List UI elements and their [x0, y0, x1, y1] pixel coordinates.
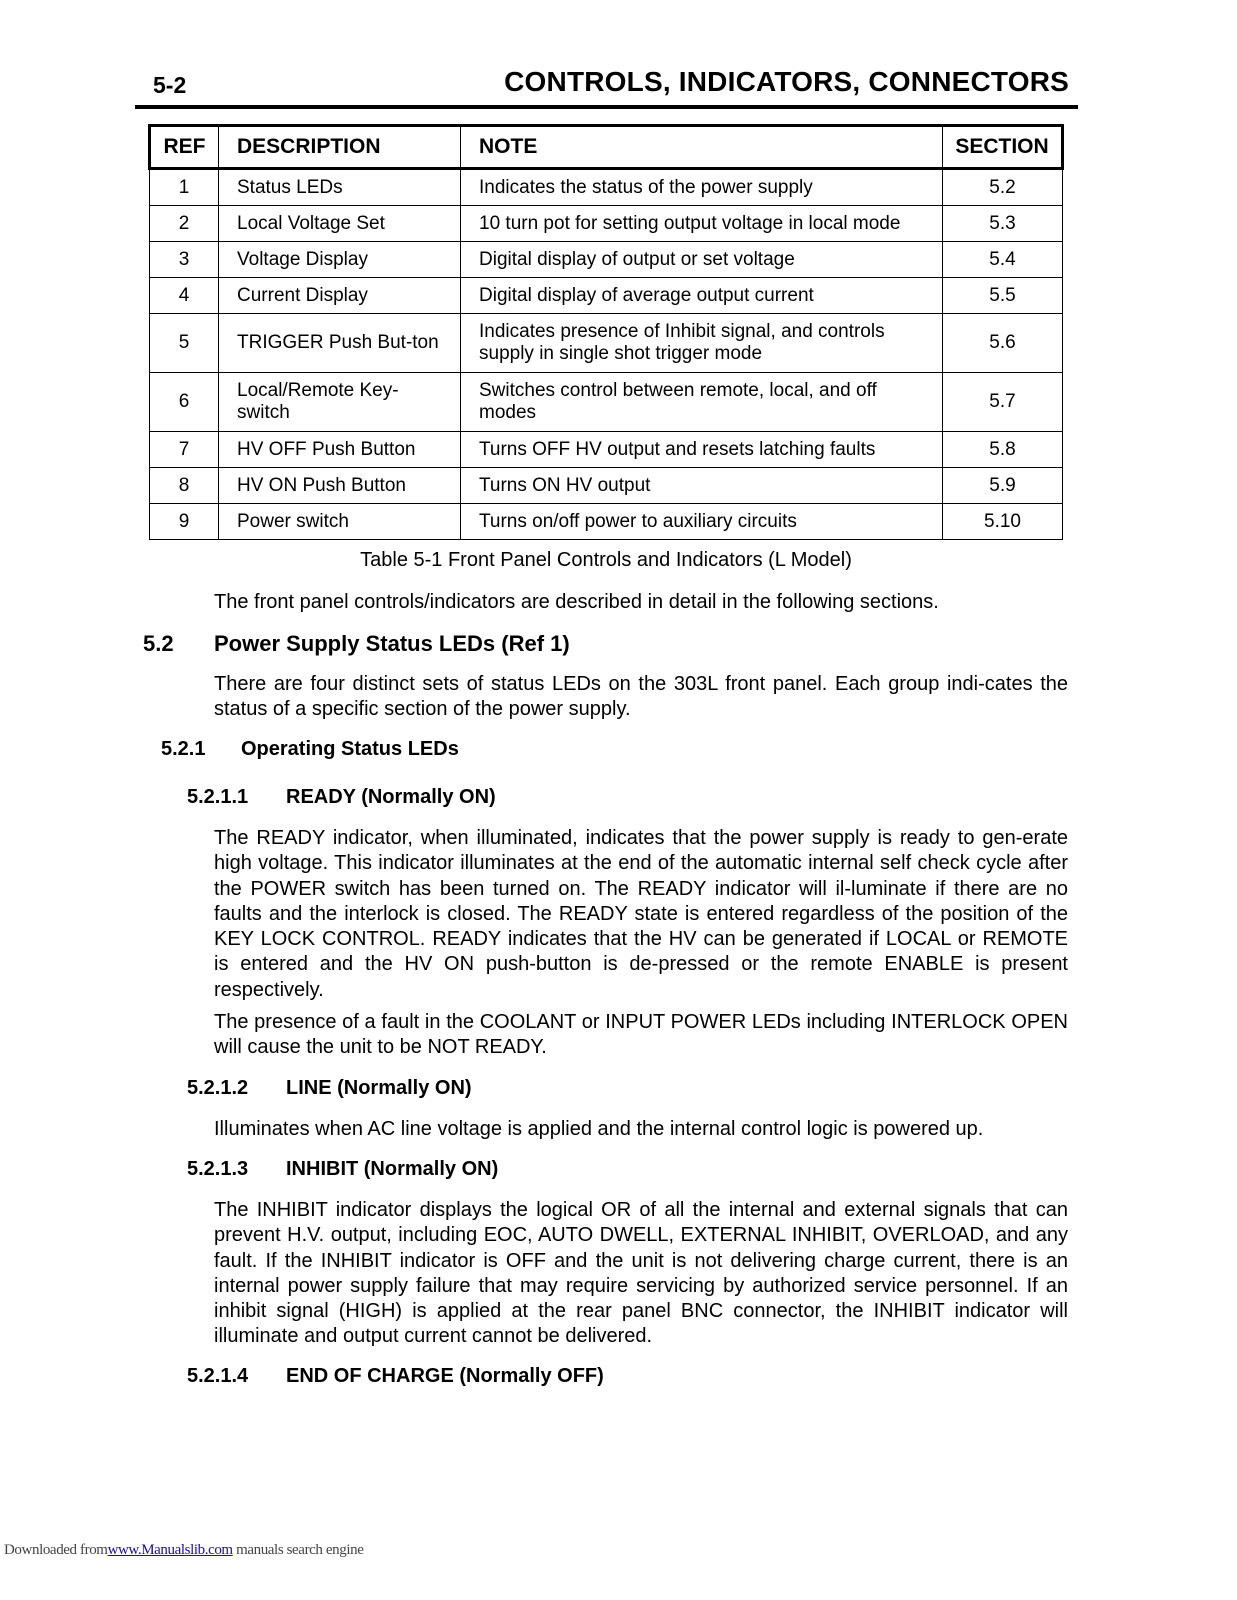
col-header-ref: REF: [150, 126, 219, 169]
col-header-description: DESCRIPTION: [219, 126, 461, 169]
section-title: INHIBIT (Normally ON): [286, 1158, 499, 1180]
cell-note: Turns OFF HV output and resets latching faults: [461, 432, 943, 468]
table-caption: Table 5-1 Front Panel Controls and Indicators (L Model): [360, 549, 852, 571]
section-paragraph: There are four distinct sets of status LEDs on the 303L front panel. Each group indi-cates the status of a specific section of the power supply.: [214, 673, 1068, 721]
cell-note: Digital display of average output current: [461, 278, 943, 314]
cell-ref: 6: [150, 373, 219, 432]
col-header-section: SECTION: [943, 126, 1063, 169]
cell-ref: 7: [150, 432, 219, 468]
cell-ref: 8: [150, 468, 219, 504]
cell-section: 5.2: [943, 169, 1063, 206]
section-title: READY (Normally ON): [286, 786, 496, 808]
col-header-note: NOTE: [461, 126, 943, 169]
cell-description: Local Voltage Set: [219, 206, 461, 242]
cell-note: Turns on/off power to auxiliary circuits: [461, 504, 943, 540]
section-title: END OF CHARGE (Normally OFF): [286, 1365, 604, 1387]
table-row: [150, 169, 1063, 206]
cell-ref: 5: [150, 314, 219, 373]
cell-description: Local/Remote Key-switch: [219, 373, 461, 432]
section-paragraph: The INHIBIT indicator displays the logical OR of all the internal and external signals that can prevent H.V. output, including EOC, AUTO DWELL, EXTERNAL INHIBIT, OVERLOAD, and any fault. If the INHIBIT indicator is OFF and the unit is not delivering charge current, there is an internal power supply failure that may require servicing by authorized service personnel. If an inhibit signal (HIGH) is applied at the rear panel BNC connector, the INHIBIT indicator will illuminate and output current cannot be delivered.: [214, 1199, 1068, 1348]
table-header-row: [150, 126, 1063, 169]
section-paragraph: The READY indicator, when illuminated, indicates that the power supply is ready to gen-erate high voltage. This indicator illuminates at the end of the automatic internal self check cycle after the POWER switch has been turned on. The READY indicator will il-luminate if there are no faults and the interlock is closed. The READY state is entered regardless of the position of the KEY LOCK CONTROL. READY indicates that the HV can be generated if LOCAL or REMOTE is entered and the HV ON push-button is de-pressed or the remote ENABLE is present respectively.: [214, 827, 1068, 1001]
cell-description: Status LEDs: [219, 169, 461, 206]
cell-note: Switches control between remote, local, and off modes: [461, 373, 943, 432]
cell-ref: 9: [150, 504, 219, 540]
table-row: [150, 432, 1063, 468]
cell-description: HV ON Push Button: [219, 468, 461, 504]
cell-note: Indicates the status of the power supply: [461, 169, 943, 206]
section-title: LINE (Normally ON): [286, 1077, 472, 1099]
section-paragraph: Illuminates when AC line voltage is applied and the internal control logic is powered up.: [214, 1118, 984, 1140]
cell-description: TRIGGER Push But-ton: [219, 314, 461, 373]
cell-note: Indicates presence of Inhibit signal, and controls supply in single shot trigger mode: [461, 314, 943, 373]
cell-section: 5.10: [943, 504, 1063, 540]
section-number: 5.2.1.1: [187, 786, 249, 808]
cell-description: Power switch: [219, 504, 461, 540]
table-row: [150, 504, 1063, 540]
section-title: Operating Status LEDs: [241, 738, 459, 760]
cell-description: Voltage Display: [219, 242, 461, 278]
section-number: 5.2.1.2: [187, 1077, 249, 1099]
cell-ref: 2: [150, 206, 219, 242]
cell-ref: 1: [150, 169, 219, 206]
section-paragraph: The presence of a fault in the COOLANT or INPUT POWER LEDs including INTERLOCK OPEN will cause the unit to be NOT READY.: [214, 1011, 1068, 1059]
intro-paragraph: The front panel controls/indicators are described in detail in the following sections.: [214, 591, 939, 613]
cell-section: 5.4: [943, 242, 1063, 278]
cell-note: 10 turn pot for setting output voltage in local mode: [461, 206, 943, 242]
cell-description: HV OFF Push Button: [219, 432, 461, 468]
header-rule: [135, 105, 1078, 109]
section-number: 5.2.1.4: [187, 1365, 249, 1387]
table-row: [150, 242, 1063, 278]
table-row: [150, 206, 1063, 242]
footer-suffix: manuals search engine: [236, 1542, 364, 1558]
cell-note: Digital display of output or set voltage: [461, 242, 943, 278]
section-title: Power Supply Status LEDs (Ref 1): [214, 631, 570, 656]
cell-section: 5.5: [943, 278, 1063, 314]
section-number: 5.2.1: [161, 738, 206, 760]
cell-description: Current Display: [219, 278, 461, 314]
cell-section: 5.3: [943, 206, 1063, 242]
manualslib-link[interactable]: www.Manualslib.com: [107, 1542, 233, 1558]
cell-section: 5.8: [943, 432, 1063, 468]
cell-section: 5.7: [943, 373, 1063, 432]
download-footer: [4, 1542, 363, 1559]
table-row: [150, 278, 1063, 314]
table-row: [150, 314, 1063, 373]
front-panel-table: [148, 124, 1064, 540]
page-number: 5-2: [153, 72, 187, 98]
section-number: 5.2: [143, 631, 174, 656]
table-row: [150, 468, 1063, 504]
cell-section: 5.6: [943, 314, 1063, 373]
cell-ref: 4: [150, 278, 219, 314]
footer-prefix: Downloaded from: [4, 1542, 108, 1558]
table-row: [150, 373, 1063, 432]
section-number: 5.2.1.3: [187, 1158, 249, 1180]
cell-ref: 3: [150, 242, 219, 278]
cell-note: Turns ON HV output: [461, 468, 943, 504]
cell-section: 5.9: [943, 468, 1063, 504]
chapter-title: CONTROLS, INDICATORS, CONNECTORS: [504, 66, 1069, 97]
